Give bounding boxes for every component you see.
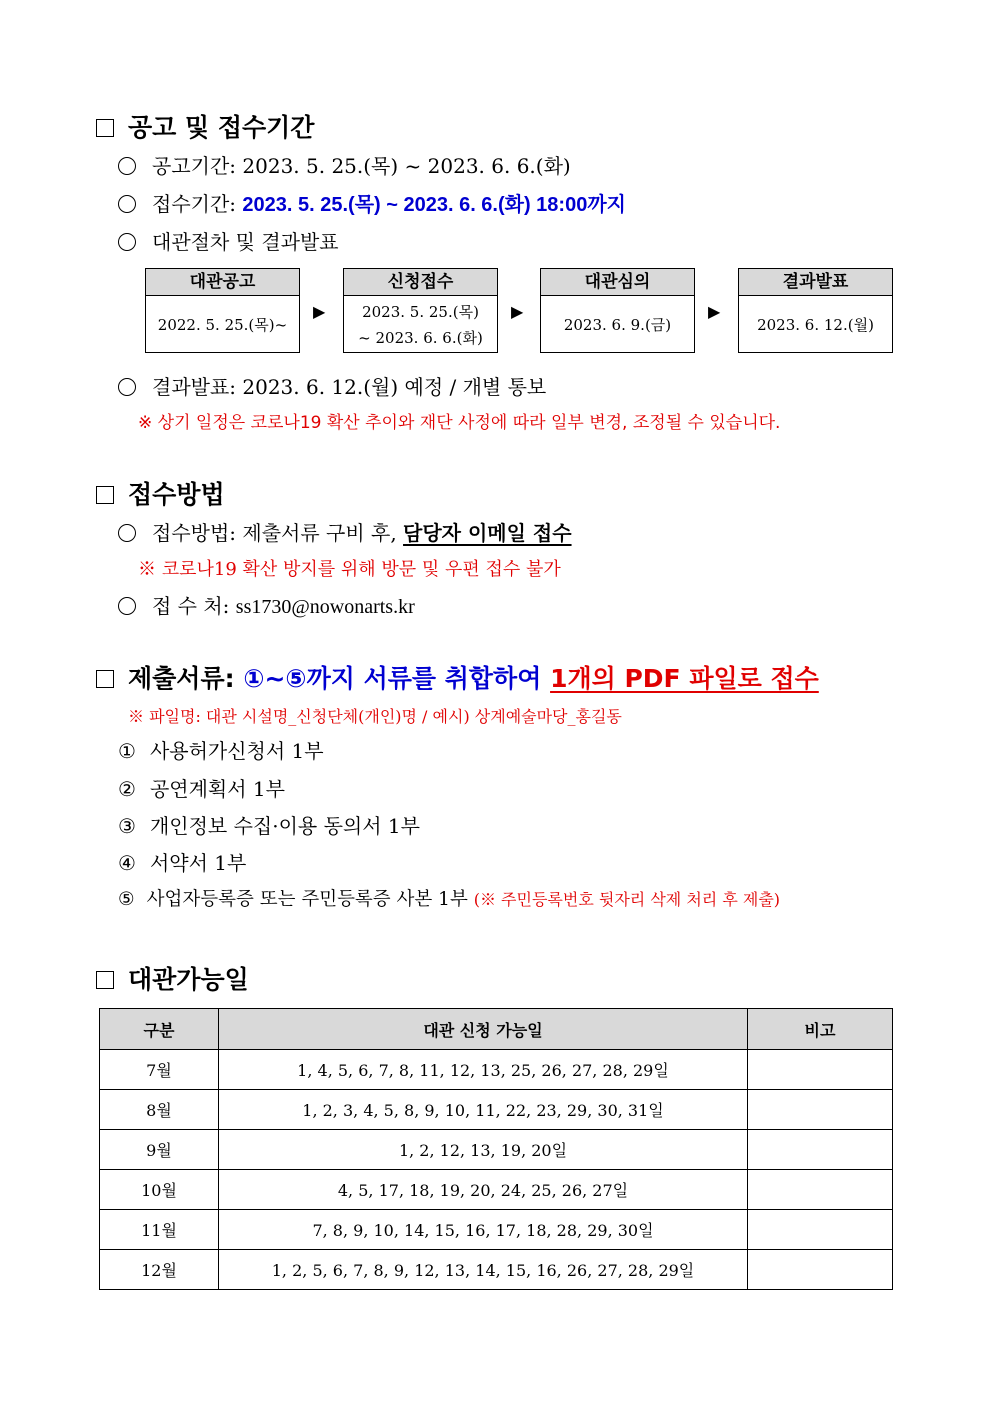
circle-bullet-icon: [118, 378, 136, 396]
arrow-right-icon: ▶: [708, 302, 721, 321]
square-bullet-icon: [96, 971, 114, 989]
table-header-row: [100, 1009, 893, 1050]
availability-table: [99, 1008, 893, 1290]
square-bullet-icon: [96, 119, 114, 137]
process-step-title: 대관공고: [146, 269, 299, 296]
days-cell: 4, 5, 17, 18, 19, 20, 24, 25, 26, 27일: [219, 1170, 748, 1210]
section-heading-documents: 제출서류: ①~⑤까지 서류를 취합하여 1개의 PDF 파일로 접수: [96, 659, 819, 695]
remark-cell: [748, 1210, 893, 1250]
section-heading-method: 접수방법: [96, 475, 225, 511]
result-announcement: 결과발표: 2023. 6. 12.(월) 예정 / 개별 통보: [118, 371, 546, 400]
days-cell: 1, 2, 5, 6, 7, 8, 9, 12, 13, 14, 15, 16, 26, 27, 28, 29일: [219, 1250, 748, 1290]
remark-cell: [748, 1250, 893, 1290]
process-step-date: ~ 2023. 6. 6.(화): [358, 328, 483, 347]
filename-note: ※ 파일명: 대관 시설명_신청단체(개인)명 / 예시) 상계예술마당_홍길동: [128, 707, 622, 726]
circle-bullet-icon: [118, 524, 136, 542]
announcement-period: 공고기간: 2023. 5. 25.(목) ~ 2023. 6. 6.(화): [118, 150, 571, 179]
document-item: ③ 개인정보 수집·이용 동의서 1부: [118, 814, 420, 838]
arrow-right-icon: ▶: [511, 302, 524, 321]
header-category: 구분: [100, 1009, 219, 1050]
days-cell: 1, 2, 12, 13, 19, 20일: [219, 1130, 748, 1170]
remark-cell: [748, 1130, 893, 1170]
process-step-date: 2023. 5. 25.(목): [362, 302, 479, 321]
process-step-date: 2023. 6. 12.(월): [757, 315, 874, 334]
month-cell: 9월: [100, 1130, 219, 1170]
month-cell: 10월: [100, 1170, 219, 1210]
covid-note: ※ 코로나19 확산 방지를 위해 방문 및 우편 접수 불가: [138, 559, 561, 580]
table-row: [100, 1170, 893, 1210]
process-step-date: 2022. 5. 25.(목)~: [157, 315, 288, 334]
month-cell: 12월: [100, 1250, 219, 1290]
days-cell: 1, 4, 5, 6, 7, 8, 11, 12, 13, 25, 26, 27, 28, 29일: [219, 1050, 748, 1090]
process-step-title: 신청접수: [344, 269, 497, 296]
month-cell: 11월: [100, 1210, 219, 1250]
section-heading-announcement: 공고 및 접수기간: [96, 108, 314, 144]
header-remark: 비고: [748, 1009, 893, 1050]
schedule-change-note: ※ 상기 일정은 코로나19 확산 추이와 재단 사정에 따라 일부 변경, 조정될 수 있습니다.: [138, 413, 781, 433]
process-step-announce: [145, 268, 300, 353]
circle-bullet-icon: [118, 597, 136, 615]
square-bullet-icon: [96, 670, 114, 688]
process-step-result: [738, 268, 893, 353]
arrow-right-icon: ▶: [313, 302, 326, 321]
process-step-title: 대관심의: [541, 269, 694, 296]
application-period: 접수기간: 2023. 5. 25.(목) ~ 2023. 6. 6.(화) 18:00까지: [118, 188, 626, 217]
process-step-date: 2023. 6. 9.(금): [563, 315, 672, 334]
header-available-days: 대관 신청 가능일: [219, 1009, 748, 1050]
process-step-review: [540, 268, 695, 353]
circle-bullet-icon: [118, 157, 136, 175]
document-item: ① 사용허가신청서 1부: [118, 739, 324, 763]
table-row: [100, 1050, 893, 1090]
document-item: ② 공연계획서 1부: [118, 777, 285, 801]
process-step-apply: [343, 268, 498, 353]
submission-destination: 접 수 처: ss1730@nowonarts.kr: [118, 590, 415, 619]
days-cell: 7, 8, 9, 10, 14, 15, 16, 17, 18, 28, 29, 30일: [219, 1210, 748, 1250]
document-item: ④ 서약서 1부: [118, 851, 247, 875]
remark-cell: [748, 1050, 893, 1090]
email-address: ss1730@nowonarts.kr: [235, 596, 415, 618]
days-cell: 1, 2, 3, 4, 5, 8, 9, 10, 11, 22, 23, 29, 30, 31일: [219, 1090, 748, 1130]
month-cell: 8월: [100, 1090, 219, 1130]
month-cell: 7월: [100, 1050, 219, 1090]
remark-cell: [748, 1090, 893, 1130]
table-row: [100, 1210, 893, 1250]
section-heading-availability: 대관가능일: [96, 960, 249, 996]
procedure-label: 대관절차 및 결과발표: [118, 226, 339, 255]
process-step-title: 결과발표: [739, 269, 892, 296]
table-row: [100, 1130, 893, 1170]
document-item: ⑤ 사업자등록증 또는 주민등록증 사본 1부 (※ 주민등록번호 뒷자리 삭제 처리 후 제출): [118, 889, 781, 910]
remark-cell: [748, 1170, 893, 1210]
square-bullet-icon: [96, 486, 114, 504]
table-row: [100, 1090, 893, 1130]
submission-method: 접수방법: 제출서류 구비 후, 담당자 이메일 접수: [118, 517, 572, 546]
circle-bullet-icon: [118, 195, 136, 213]
circle-bullet-icon: [118, 233, 136, 251]
table-row: [100, 1250, 893, 1290]
